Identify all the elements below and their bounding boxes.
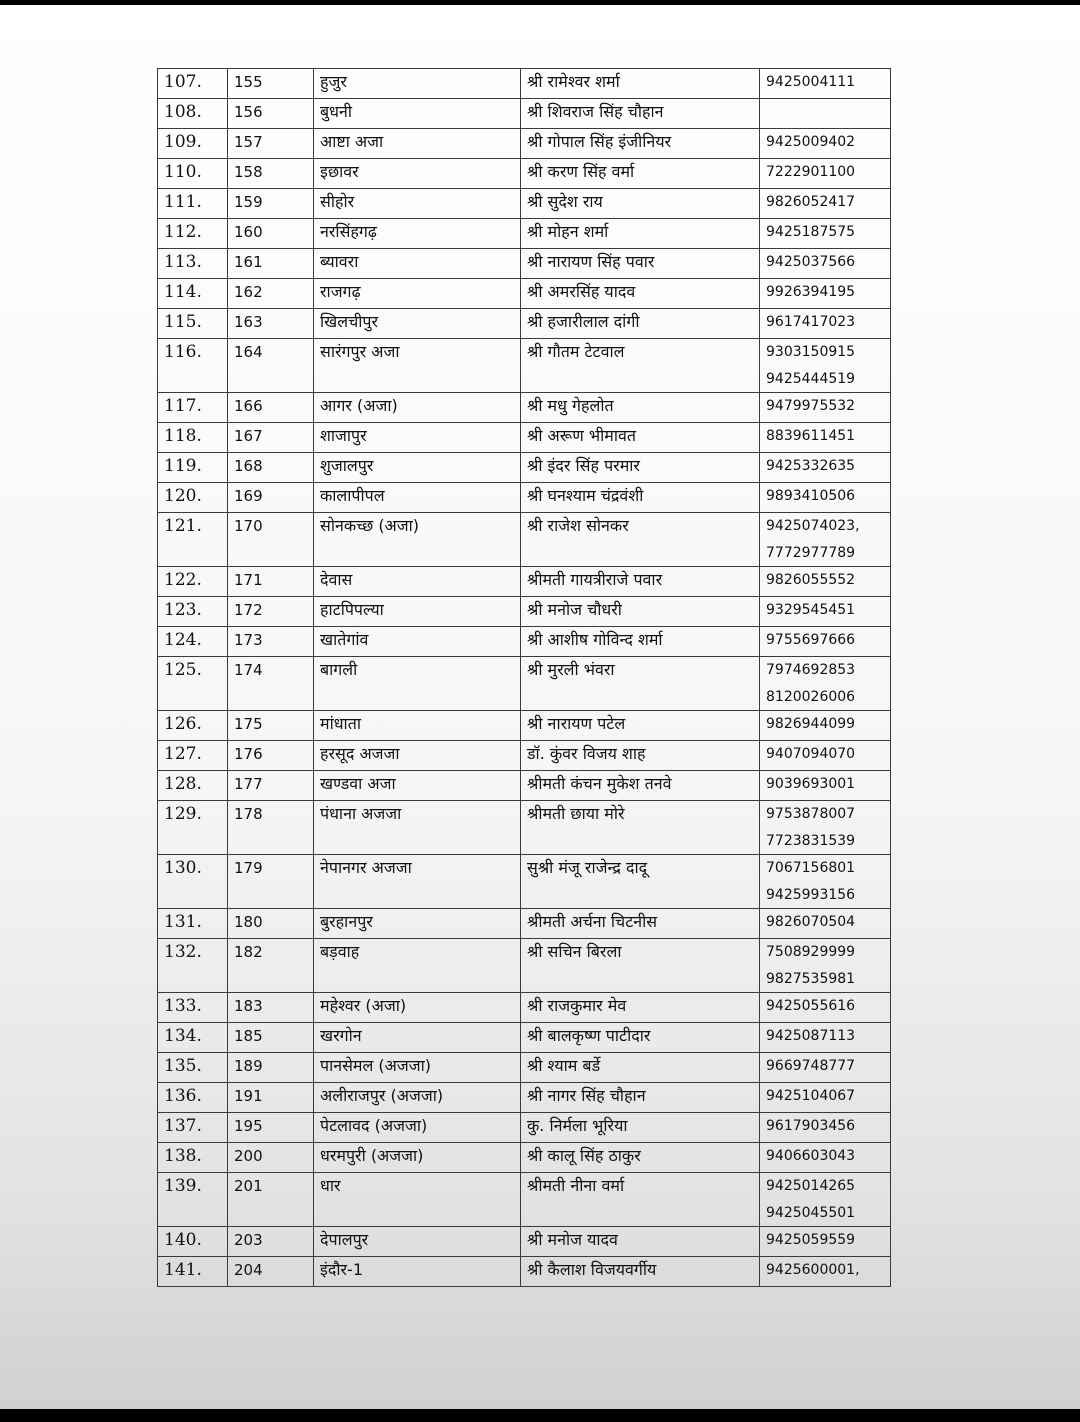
- constituency-name-cell: राजगढ़: [314, 279, 521, 309]
- phone-cell: [760, 309, 891, 339]
- phone-number: 9425332635: [766, 458, 856, 474]
- constituency-number-cell: 158: [228, 159, 314, 189]
- member-name-cell: श्री राजेश सोनकर: [521, 513, 760, 567]
- member-name-cell: श्री मनोज यादव: [521, 1227, 760, 1257]
- phone-cell: [760, 99, 891, 129]
- serial-number-cell: 125.: [158, 657, 228, 711]
- member-name-cell: श्री गौतम टेटवाल: [521, 339, 760, 393]
- phone-cell: [760, 567, 891, 597]
- constituency-number-cell: 174: [228, 657, 314, 711]
- member-name-cell: श्री अरूण भीमावत: [521, 423, 760, 453]
- table-row: [158, 1173, 891, 1227]
- table-row: [158, 189, 891, 219]
- table-row: [158, 483, 891, 513]
- phone-cell: [760, 339, 891, 393]
- member-name-cell: श्री गोपाल सिंह इंजीनियर: [521, 129, 760, 159]
- constituency-number-cell: 170: [228, 513, 314, 567]
- table-row: [158, 801, 891, 855]
- phone-number: 9039693001: [766, 776, 856, 792]
- phone-cell: [760, 597, 891, 627]
- constituency-number-cell: 200: [228, 1143, 314, 1173]
- serial-number-cell: 114.: [158, 279, 228, 309]
- constituency-number-cell: 164: [228, 339, 314, 393]
- phone-number: 9425600001,: [766, 1262, 860, 1278]
- serial-number-cell: 139.: [158, 1173, 228, 1227]
- constituency-number-cell: 183: [228, 993, 314, 1023]
- phone-cell: [760, 801, 891, 855]
- constituency-name-cell: शाजापुर: [314, 423, 521, 453]
- constituency-number-cell: 168: [228, 453, 314, 483]
- constituency-name-cell: सारंगपुर अजा: [314, 339, 521, 393]
- constituency-name-cell: नरसिंहगढ़: [314, 219, 521, 249]
- constituency-name-cell: कालापीपल: [314, 483, 521, 513]
- table-row: [158, 453, 891, 483]
- constituency-name-cell: हरसूद अजजा: [314, 741, 521, 771]
- constituency-number-cell: 157: [228, 129, 314, 159]
- member-name-cell: सुश्री मंजू राजेन्द्र दादू: [521, 855, 760, 909]
- table-row: [158, 309, 891, 339]
- phone-cell: [760, 249, 891, 279]
- table-row: [158, 1113, 891, 1143]
- table-row: [158, 393, 891, 423]
- phone-number: 7723831539: [766, 832, 856, 849]
- constituency-number-cell: 189: [228, 1053, 314, 1083]
- constituency-name-cell: बुरहानपुर: [314, 909, 521, 939]
- constituency-number-cell: 177: [228, 771, 314, 801]
- table-row: [158, 1083, 891, 1113]
- serial-number-cell: 124.: [158, 627, 228, 657]
- serial-number-cell: 137.: [158, 1113, 228, 1143]
- table-row: [158, 993, 891, 1023]
- table-row: [158, 1227, 891, 1257]
- phone-cell: [760, 1227, 891, 1257]
- table-row: [158, 1023, 891, 1053]
- phone-number: 9425444519: [766, 370, 856, 387]
- phone-cell: [760, 1113, 891, 1143]
- constituency-name-cell: पंधाना अजजा: [314, 801, 521, 855]
- table-row: [158, 99, 891, 129]
- phone-number: 7772977789: [766, 544, 856, 561]
- phone-number: 9617903456: [766, 1118, 856, 1134]
- table-row: [158, 711, 891, 741]
- table-row: [158, 423, 891, 453]
- phone-number: 9406603043: [766, 1148, 856, 1164]
- constituency-name-cell: खण्डवा अजा: [314, 771, 521, 801]
- constituency-number-cell: 182: [228, 939, 314, 993]
- constituency-number-cell: 155: [228, 69, 314, 99]
- member-name-cell: श्री अमरसिंह यादव: [521, 279, 760, 309]
- phone-number: 9425055616: [766, 998, 856, 1014]
- table-row: [158, 279, 891, 309]
- phone-number: 9755697666: [766, 632, 856, 648]
- phone-cell: [760, 855, 891, 909]
- serial-number-cell: 136.: [158, 1083, 228, 1113]
- constituency-number-cell: 171: [228, 567, 314, 597]
- serial-number-cell: 126.: [158, 711, 228, 741]
- phone-cell: [760, 1257, 891, 1287]
- member-name-cell: श्री घनश्याम चंद्रवंशी: [521, 483, 760, 513]
- serial-number-cell: 135.: [158, 1053, 228, 1083]
- member-name-cell: श्री शिवराज सिंह चौहान: [521, 99, 760, 129]
- member-name-cell: श्री सचिन बिरला: [521, 939, 760, 993]
- constituency-name-cell: सीहोर: [314, 189, 521, 219]
- phone-number: 9329545451: [766, 602, 856, 618]
- table-row: [158, 627, 891, 657]
- serial-number-cell: 112.: [158, 219, 228, 249]
- phone-number: 9826944099: [766, 716, 856, 732]
- constituency-number-cell: 185: [228, 1023, 314, 1053]
- constituency-number-cell: 204: [228, 1257, 314, 1287]
- serial-number-cell: 111.: [158, 189, 228, 219]
- table-row: [158, 69, 891, 99]
- phone-cell: [760, 129, 891, 159]
- table-row: [158, 339, 891, 393]
- serial-number-cell: 120.: [158, 483, 228, 513]
- phone-number: 9479975532: [766, 398, 856, 414]
- serial-number-cell: 107.: [158, 69, 228, 99]
- phone-cell: [760, 711, 891, 741]
- constituency-number-cell: 161: [228, 249, 314, 279]
- constituency-number-cell: 195: [228, 1113, 314, 1143]
- mla-contact-table: [157, 68, 891, 1287]
- constituency-name-cell: देपालपुर: [314, 1227, 521, 1257]
- member-name-cell: श्री इंदर सिंह परमार: [521, 453, 760, 483]
- table-row: [158, 855, 891, 909]
- phone-number: 9669748777: [766, 1058, 856, 1074]
- serial-number-cell: 108.: [158, 99, 228, 129]
- phone-cell: [760, 993, 891, 1023]
- member-name-cell: श्री मोहन शर्मा: [521, 219, 760, 249]
- constituency-number-cell: 203: [228, 1227, 314, 1257]
- constituency-number-cell: 176: [228, 741, 314, 771]
- table-row: [158, 513, 891, 567]
- phone-number: 9425009402: [766, 134, 856, 150]
- phone-cell: [760, 483, 891, 513]
- serial-number-cell: 131.: [158, 909, 228, 939]
- phone-cell: [760, 279, 891, 309]
- serial-number-cell: 110.: [158, 159, 228, 189]
- table-row: [158, 159, 891, 189]
- bottom-border: [0, 1409, 1080, 1422]
- member-name-cell: श्री बालकृष्ण पाटीदार: [521, 1023, 760, 1053]
- constituency-number-cell: 156: [228, 99, 314, 129]
- constituency-number-cell: 201: [228, 1173, 314, 1227]
- constituency-number-cell: 166: [228, 393, 314, 423]
- constituency-number-cell: 169: [228, 483, 314, 513]
- phone-cell: [760, 741, 891, 771]
- phone-number: 9425104067: [766, 1088, 856, 1104]
- phone-number: 9893410506: [766, 488, 856, 504]
- member-name-cell: श्री रामेश्वर शर्मा: [521, 69, 760, 99]
- phone-number: 7974692853: [766, 662, 856, 678]
- phone-cell: [760, 393, 891, 423]
- serial-number-cell: 116.: [158, 339, 228, 393]
- constituency-number-cell: 163: [228, 309, 314, 339]
- constituency-name-cell: महेश्वर (अजा): [314, 993, 521, 1023]
- phone-number: 8120026006: [766, 688, 856, 705]
- serial-number-cell: 127.: [158, 741, 228, 771]
- member-name-cell: श्रीमती अर्चना चिटनीस: [521, 909, 760, 939]
- phone-number: 9826070504: [766, 914, 856, 930]
- phone-number: 8839611451: [766, 428, 856, 444]
- constituency-name-cell: हुजुर: [314, 69, 521, 99]
- member-name-cell: श्री कालू सिंह ठाकुर: [521, 1143, 760, 1173]
- constituency-name-cell: आष्टा अजा: [314, 129, 521, 159]
- phone-number: 7508929999: [766, 944, 856, 960]
- serial-number-cell: 133.: [158, 993, 228, 1023]
- constituency-name-cell: पेटलावद (अजजा): [314, 1113, 521, 1143]
- member-name-cell: श्री आशीष गोविन्द शर्मा: [521, 627, 760, 657]
- phone-number: 9617417023: [766, 314, 856, 330]
- constituency-number-cell: 160: [228, 219, 314, 249]
- constituency-name-cell: शुजालपुर: [314, 453, 521, 483]
- phone-number: 9425187575: [766, 224, 856, 240]
- serial-number-cell: 134.: [158, 1023, 228, 1053]
- constituency-name-cell: देवास: [314, 567, 521, 597]
- constituency-number-cell: 179: [228, 855, 314, 909]
- phone-number: 7222901100: [766, 164, 856, 180]
- constituency-name-cell: अलीराजपुर (अजजा): [314, 1083, 521, 1113]
- constituency-name-cell: धरमपुरी (अजजा): [314, 1143, 521, 1173]
- member-name-cell: श्री हजारीलाल दांगी: [521, 309, 760, 339]
- phone-cell: [760, 219, 891, 249]
- phone-number: 9826055552: [766, 572, 856, 588]
- member-name-cell: श्री नारायण सिंह पवार: [521, 249, 760, 279]
- phone-cell: [760, 1143, 891, 1173]
- serial-number-cell: 113.: [158, 249, 228, 279]
- member-name-cell: कु. निर्मला भूरिया: [521, 1113, 760, 1143]
- serial-number-cell: 115.: [158, 309, 228, 339]
- constituency-name-cell: खिलचीपुर: [314, 309, 521, 339]
- phone-cell: [760, 423, 891, 453]
- phone-cell: [760, 1173, 891, 1227]
- phone-number: 9425004111: [766, 74, 856, 90]
- phone-number: 9425014265: [766, 1178, 856, 1194]
- constituency-name-cell: ब्यावरा: [314, 249, 521, 279]
- serial-number-cell: 132.: [158, 939, 228, 993]
- phone-number: 9425087113: [766, 1028, 856, 1044]
- phone-number: 9425059559: [766, 1232, 856, 1248]
- table-row: [158, 567, 891, 597]
- serial-number-cell: 119.: [158, 453, 228, 483]
- member-name-cell: श्रीमती कंचन मुकेश तनवे: [521, 771, 760, 801]
- table-body: [158, 69, 891, 1287]
- serial-number-cell: 130.: [158, 855, 228, 909]
- serial-number-cell: 109.: [158, 129, 228, 159]
- constituency-number-cell: 191: [228, 1083, 314, 1113]
- phone-number: 9827535981: [766, 970, 856, 987]
- constituency-name-cell: पानसेमल (अजजा): [314, 1053, 521, 1083]
- constituency-number-cell: 180: [228, 909, 314, 939]
- phone-cell: [760, 1053, 891, 1083]
- constituency-name-cell: इछावर: [314, 159, 521, 189]
- phone-cell: [760, 453, 891, 483]
- table-row: [158, 741, 891, 771]
- constituency-number-cell: 173: [228, 627, 314, 657]
- constituency-name-cell: इंदौर-1: [314, 1257, 521, 1287]
- member-name-cell: श्रीमती नीना वर्मा: [521, 1173, 760, 1227]
- member-name-cell: श्री नारायण पटेल: [521, 711, 760, 741]
- constituency-number-cell: 178: [228, 801, 314, 855]
- phone-number: 9926394195: [766, 284, 856, 300]
- constituency-name-cell: खातेगांव: [314, 627, 521, 657]
- phone-cell: [760, 1083, 891, 1113]
- serial-number-cell: 123.: [158, 597, 228, 627]
- member-name-cell: श्रीमती गायत्रीराजे पवार: [521, 567, 760, 597]
- constituency-name-cell: नेपानगर अजजा: [314, 855, 521, 909]
- phone-number: 9303150915: [766, 344, 856, 360]
- phone-cell: [760, 939, 891, 993]
- constituency-name-cell: बागली: [314, 657, 521, 711]
- table-row: [158, 249, 891, 279]
- constituency-name-cell: हाटपिपल्या: [314, 597, 521, 627]
- table-row: [158, 1053, 891, 1083]
- member-name-cell: डॉ. कुंवर विजय शाह: [521, 741, 760, 771]
- phone-cell: [760, 771, 891, 801]
- document-page: [0, 5, 1080, 1409]
- serial-number-cell: 122.: [158, 567, 228, 597]
- phone-cell: [760, 513, 891, 567]
- constituency-name-cell: धार: [314, 1173, 521, 1227]
- member-name-cell: श्री राजकुमार मेव: [521, 993, 760, 1023]
- phone-number: 9826052417: [766, 194, 856, 210]
- serial-number-cell: 128.: [158, 771, 228, 801]
- phone-cell: [760, 627, 891, 657]
- table-row: [158, 1143, 891, 1173]
- phone-cell: [760, 69, 891, 99]
- constituency-name-cell: सोनकच्छ (अजा): [314, 513, 521, 567]
- constituency-name-cell: खरगोन: [314, 1023, 521, 1053]
- table-row: [158, 597, 891, 627]
- member-name-cell: श्री कैलाश विजयवर्गीय: [521, 1257, 760, 1287]
- member-name-cell: श्री श्याम बर्डे: [521, 1053, 760, 1083]
- constituency-number-cell: 172: [228, 597, 314, 627]
- serial-number-cell: 129.: [158, 801, 228, 855]
- constituency-name-cell: मांधाता: [314, 711, 521, 741]
- serial-number-cell: 117.: [158, 393, 228, 423]
- member-name-cell: श्री मधु गेहलोत: [521, 393, 760, 423]
- constituency-number-cell: 162: [228, 279, 314, 309]
- constituency-number-cell: 167: [228, 423, 314, 453]
- constituency-number-cell: 175: [228, 711, 314, 741]
- table-row: [158, 939, 891, 993]
- serial-number-cell: 141.: [158, 1257, 228, 1287]
- table-row: [158, 129, 891, 159]
- phone-number: 7067156801: [766, 860, 856, 876]
- table-row: [158, 219, 891, 249]
- member-name-cell: श्री सुदेश राय: [521, 189, 760, 219]
- constituency-name-cell: बुधनी: [314, 99, 521, 129]
- serial-number-cell: 118.: [158, 423, 228, 453]
- member-name-cell: श्री नागर सिंह चौहान: [521, 1083, 760, 1113]
- phone-number: 9425993156: [766, 886, 856, 903]
- serial-number-cell: 140.: [158, 1227, 228, 1257]
- phone-cell: [760, 189, 891, 219]
- serial-number-cell: 138.: [158, 1143, 228, 1173]
- table-row: [158, 771, 891, 801]
- phone-cell: [760, 909, 891, 939]
- constituency-number-cell: 159: [228, 189, 314, 219]
- phone-cell: [760, 657, 891, 711]
- table-row: [158, 657, 891, 711]
- phone-number: 9425045501: [766, 1204, 856, 1221]
- phone-number: 9407094070: [766, 746, 856, 762]
- phone-number: 9425074023,: [766, 518, 860, 534]
- serial-number-cell: 121.: [158, 513, 228, 567]
- member-name-cell: श्री मुरली भंवरा: [521, 657, 760, 711]
- phone-number: 9753878007: [766, 806, 856, 822]
- member-name-cell: श्री करण सिंह वर्मा: [521, 159, 760, 189]
- phone-cell: [760, 1023, 891, 1053]
- table-row: [158, 1257, 891, 1287]
- phone-number: 9425037566: [766, 254, 856, 270]
- constituency-name-cell: आगर (अजा): [314, 393, 521, 423]
- member-name-cell: श्री मनोज चौधरी: [521, 597, 760, 627]
- table-row: [158, 909, 891, 939]
- member-name-cell: श्रीमती छाया मोरे: [521, 801, 760, 855]
- constituency-name-cell: बड़वाह: [314, 939, 521, 993]
- phone-cell: [760, 159, 891, 189]
